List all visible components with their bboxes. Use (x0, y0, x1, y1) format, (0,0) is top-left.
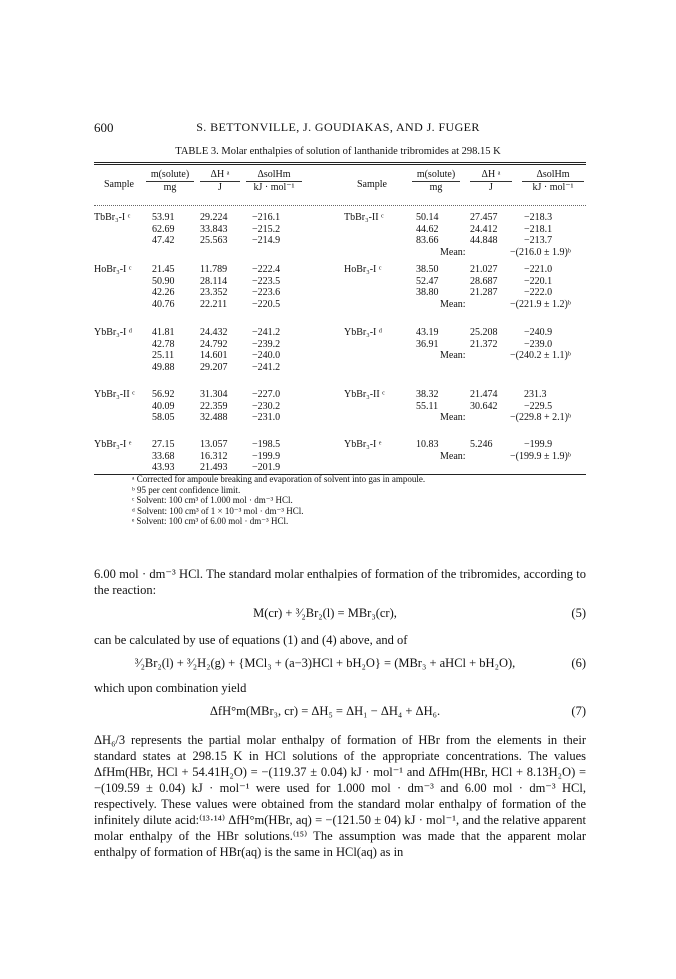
dh-cell: 44.848 (470, 235, 498, 246)
col-dsol-left-name: ΔsolHm (246, 169, 302, 182)
dsol-cell: −239.0 (524, 338, 553, 350)
equation-5-expression: M(cr) + ³⁄₂Br₂(l) = MBr₃(cr), (253, 606, 397, 620)
dsol-cell: −198.5 (252, 439, 281, 450)
sample-label: YbBr₃-I ᵈ (94, 327, 132, 338)
dh-cell: 22.211 (200, 298, 228, 310)
equation-5-number: (5) (571, 606, 586, 620)
dh-cell: 32.488 (200, 412, 228, 423)
enthalpy-table (94, 162, 586, 475)
paragraph-1: 6.00 mol · dm⁻³ HCl. The standard molar enthalpies of formation of the tribromides, according to the reaction: (94, 567, 586, 597)
col-msolute-left-name: m(solute) (146, 169, 194, 182)
mass-cell: 38.32 (416, 389, 439, 400)
sample-label: YbBr₃-I ᵉ (94, 439, 132, 450)
dh-cell: 29.207 (200, 361, 228, 373)
mass-cell: 41.81 (152, 327, 175, 338)
sample-label: HoBr₃-I ᶜ (344, 264, 382, 275)
equation-7-expression: ΔfH°m(MBr₃, cr) = ΔH₅ = ΔH₁ − ΔH₄ + ΔH₆. (209, 704, 441, 718)
dsol-cell: −223.5 (252, 275, 281, 287)
col-dsol-right-unit: kJ · mol⁻¹ (532, 182, 574, 193)
mean-label: Mean: (440, 298, 466, 310)
footnote-b: ᵇ 95 per cent confidence limit. (132, 484, 241, 495)
dsol-cell: −223.6 (252, 287, 281, 298)
dsol-cell: −216.1 (252, 212, 281, 223)
dh-cell: 5.246 (470, 439, 493, 450)
table-caption: TABLE 3. Molar enthalpies of solution of lanthanide tribromides at 298.15 K (175, 146, 501, 157)
mass-cell: 50.14 (416, 212, 439, 223)
col-dh-left-unit: J (218, 182, 222, 193)
col-dh-right (470, 169, 512, 194)
mean-value: −(221.9 ± 1.2)ᵇ (510, 298, 571, 310)
mass-cell: 40.09 (152, 400, 175, 412)
mass-cell: 49.88 (152, 361, 175, 373)
mass-cell: 42.26 (152, 287, 175, 298)
dh-cell: 21.372 (470, 338, 498, 350)
dsol-cell: −222.4 (252, 264, 281, 275)
running-head: S. BETTONVILLE, J. GOUDIAKAS, AND J. FUGER (196, 120, 480, 134)
dsol-cell: −199.9 (524, 439, 553, 450)
col-msolute-right (412, 169, 460, 194)
col-sample-left: Sample (104, 179, 134, 190)
mean-value: −(229.8 + 2.1)ᵇ (510, 412, 572, 423)
dsol-cell: −231.0 (252, 412, 281, 423)
mean-value: −(199.9 ± 1.9)ᵇ (510, 450, 571, 462)
footnote-c: ᶜ Solvent: 100 cm³ of 1.000 mol · dm⁻³ HCl. (132, 495, 293, 505)
dh-cell: 24.792 (200, 338, 228, 350)
mass-cell: 53.91 (152, 212, 175, 223)
mass-cell: 21.45 (152, 264, 175, 275)
col-dsol-left-unit: kJ · mol⁻¹ (253, 182, 295, 193)
dh-cell: 25.563 (200, 235, 228, 246)
mass-cell: 36.91 (416, 338, 439, 350)
equation-6 (94, 656, 586, 672)
sample-label: YbBr₃-II ᶜ (94, 389, 135, 400)
page-number: 600 (94, 120, 114, 135)
dh-cell: 28.687 (470, 275, 498, 287)
dh-cell: 28.114 (200, 275, 228, 287)
sample-label: HoBr₃-I ᶜ (94, 264, 132, 275)
footnote-e: ᵉ Solvent: 100 cm³ of 6.00 mol · dm⁻³ HCl. (132, 516, 289, 526)
dsol-cell: −220.1 (524, 275, 553, 287)
col-dsol-right-name: ΔsolHm (522, 169, 584, 182)
mass-cell: 43.93 (152, 462, 175, 473)
dsol-cell: −199.9 (252, 450, 281, 462)
mass-cell: 27.15 (152, 439, 175, 450)
paragraph-4: ΔH₆/3 represents the partial molar enthalpy of formation of HBr from the elements in their standard states at 298.15 K in HCl solutions of the appropriate concentrations. The values ΔfHm(HBr, HCl + 54.41H₂O) = −(119.37 ± 0.04) kJ · mol⁻¹ and ΔfHm(HBr, HCl + 8.13H₂O) = −(109.59 ± 0.04) kJ · mol⁻¹ were used for 1.000 mol · dm⁻³ and 6.00 mol · dm⁻³ HCl, respectively. These values were obtained from the standard molar enthalpy of formation of the infinitely dilute acid:⁽¹³·¹⁴⁾ ΔfH°m(HBr, aq) = −(121.50 ± 04) kJ · mol⁻¹, and the relative apparent molar enthalpy of the HBr solutions.⁽¹⁵⁾ The assumption was made that the apparent molar enthalpy of formation of HBr(aq) is the same in HCl(aq) as in (94, 733, 586, 859)
dh-cell: 24.412 (470, 223, 498, 235)
dh-cell: 21.287 (470, 287, 498, 298)
dh-cell: 33.843 (200, 223, 228, 235)
sample-label: YbBr₃-I ᵉ (344, 439, 382, 450)
dsol-cell: −227.0 (252, 389, 281, 400)
paragraph-3: which upon combination yield (94, 681, 247, 695)
mean-value: −(240.2 ± 1.1)ᵇ (510, 350, 571, 361)
col-dh-right-name: ΔH ᵃ (470, 169, 512, 182)
paragraph-2: can be calculated by use of equations (1) and (4) above, and of (94, 633, 408, 647)
col-sample-right: Sample (357, 179, 387, 190)
dh-cell: 22.359 (200, 400, 228, 412)
mass-cell: 43.19 (416, 327, 439, 338)
sample-label: TbBr₃-I ᶜ (94, 212, 131, 223)
sample-label: TbBr₃-II ᶜ (344, 212, 384, 223)
mass-cell: 52.47 (416, 275, 439, 287)
dh-cell: 16.312 (200, 450, 228, 462)
mean-label: Mean: (440, 450, 466, 462)
col-msolute-left-unit: mg (163, 182, 177, 193)
col-msolute-right-unit: mg (429, 182, 443, 193)
dsol-cell: −229.5 (524, 400, 553, 412)
equation-7-number: (7) (571, 704, 586, 718)
mass-cell: 38.50 (416, 264, 439, 275)
dsol-cell: −239.2 (252, 338, 281, 350)
mass-cell: 44.62 (416, 223, 439, 235)
mass-cell: 33.68 (152, 450, 175, 462)
dh-cell: 11.789 (200, 264, 228, 275)
footnote-d: ᵈ Solvent: 100 cm³ of 1 × 10⁻³ mol · dm⁻³ HCl. (132, 505, 304, 516)
mass-cell: 25.11 (152, 350, 175, 361)
col-dh-left-name: ΔH ᵃ (200, 169, 240, 182)
table-body (94, 206, 586, 474)
dsol-cell: 231.3 (524, 389, 547, 400)
col-msolute-right-name: m(solute) (412, 169, 460, 182)
mass-cell: 83.66 (416, 235, 439, 246)
dsol-cell: −215.2 (252, 223, 281, 235)
sample-label: YbBr₃-I ᵈ (344, 327, 382, 338)
mass-cell: 56.92 (152, 389, 175, 400)
dsol-cell: −240.0 (252, 350, 281, 361)
mass-cell: 55.11 (416, 400, 439, 412)
equation-6-number: (6) (571, 656, 586, 670)
mean-label: Mean: (440, 412, 466, 423)
dh-cell: 23.352 (200, 287, 228, 298)
dsol-cell: −221.0 (524, 264, 553, 275)
mass-cell: 42.78 (152, 338, 175, 350)
dsol-cell: −220.5 (252, 298, 281, 310)
dsol-cell: −201.9 (252, 462, 281, 473)
dsol-cell: −214.9 (252, 235, 281, 246)
col-dsol-right (522, 169, 584, 194)
dh-cell: 24.432 (200, 327, 228, 338)
equation-6-expression: ³⁄₂Br₂(l) + ³⁄₂H₂(g) + {MCl₃ + (a−3)HCl + bH₂O} = (MBr₃ + aHCl + bH₂O), (134, 656, 516, 670)
equation-5 (94, 606, 586, 622)
dsol-cell: −241.2 (252, 327, 281, 338)
table-footnotes (132, 474, 425, 527)
dh-cell: 29.224 (200, 212, 228, 223)
dh-cell: 14.601 (200, 350, 228, 361)
mean-value: −(216.0 ± 1.9)ᵇ (510, 246, 571, 258)
dh-cell: 21.493 (200, 462, 228, 473)
dsol-cell: −222.0 (524, 287, 553, 298)
col-dh-left (200, 169, 240, 194)
mass-cell: 50.90 (152, 275, 175, 287)
dsol-cell: −241.2 (252, 361, 281, 373)
mass-cell: 40.76 (152, 298, 175, 310)
dh-cell: 27.457 (470, 212, 498, 223)
dh-cell: 13.057 (200, 439, 228, 450)
col-msolute-left (146, 169, 194, 194)
mass-cell: 47.42 (152, 235, 175, 246)
col-dsol-left (246, 169, 302, 194)
dsol-cell: −230.2 (252, 400, 281, 412)
mean-label: Mean: (440, 246, 466, 258)
table-header (94, 165, 586, 205)
dsol-cell: −218.1 (524, 223, 553, 235)
sample-label: YbBr₃-II ᶜ (344, 389, 385, 400)
equation-7 (94, 704, 586, 720)
mass-cell: 38.80 (416, 287, 439, 298)
mass-cell: 62.69 (152, 223, 175, 235)
footnote-a: ᵃ Corrected for ampoule breaking and evaporation of solvent into gas in ampoule. (132, 474, 426, 484)
dh-cell: 21.474 (470, 389, 498, 400)
dsol-cell: −240.9 (524, 327, 553, 338)
col-dh-right-unit: J (489, 182, 493, 193)
page-header (94, 120, 582, 136)
dh-cell: 25.208 (470, 327, 498, 338)
dh-cell: 31.304 (200, 389, 228, 400)
mass-cell: 10.83 (416, 439, 439, 450)
mean-label: Mean: (440, 350, 466, 361)
dsol-cell: −213.7 (524, 235, 553, 246)
dh-cell: 30.642 (470, 400, 498, 412)
mass-cell: 58.05 (152, 412, 175, 423)
dh-cell: 21.027 (470, 264, 498, 275)
dsol-cell: −218.3 (524, 212, 553, 223)
